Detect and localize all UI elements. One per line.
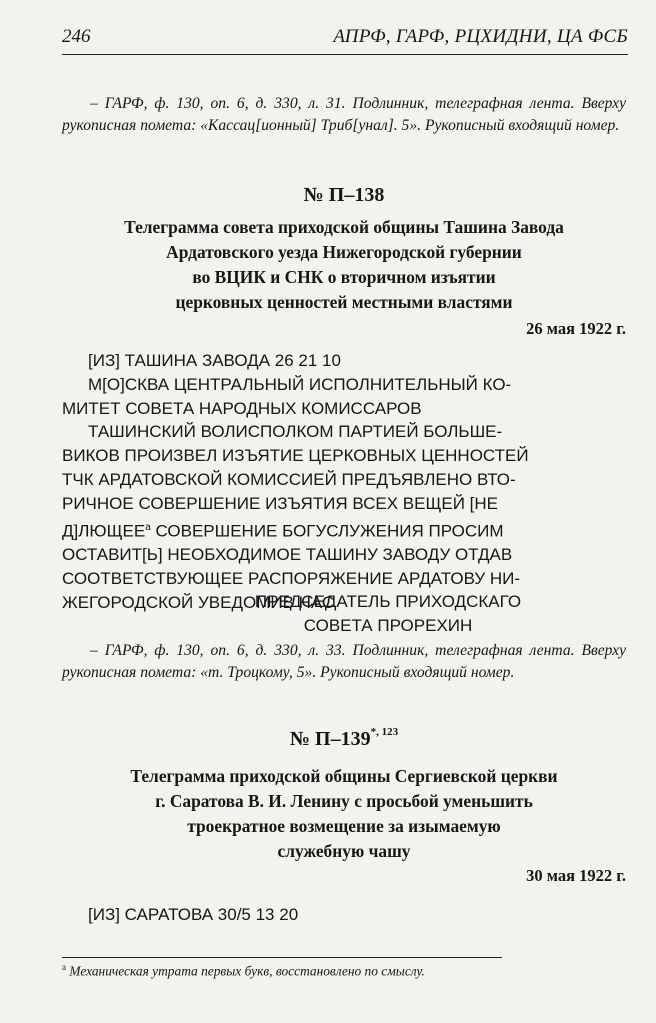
footnote-text: Механическая утрата первых букв, восстановлено по смыслу. (69, 963, 425, 979)
telegram-line: СООТВЕТСТВУЮЩЕЕ РАСПОРЯЖЕНИЕ АРДАТОВУ НИ- (62, 568, 521, 588)
telegram-line: МИТЕТ СОВЕТА НАРОДНЫХ КОМИССАРОВ (62, 398, 422, 418)
footnote-marker: а (62, 962, 66, 972)
telegram-line: ЖЕГОРОДСКОЙ УВЕДОМИВ НАС (62, 592, 335, 612)
telegram-line: М[О]СКВА ЦЕНТРАЛЬНЫЙ ИСПОЛНИТЕЛЬНЫЙ КО- (88, 374, 512, 394)
page-number: 246 (62, 26, 91, 47)
title-line: Телеграмма приходской общины Сергиевской церкви (130, 766, 558, 786)
document-date-138: 26 мая 1922 г. (526, 319, 626, 338)
document-number-notes: *, 123 (370, 726, 399, 738)
telegram-fragment: Д]ЛЮЩЕЕ (62, 521, 146, 541)
telegram-line: [ИЗ] САРАТОВА 30/5 13 20 (88, 905, 299, 924)
signature-line: СОВЕТА ПРОРЕХИН (303, 615, 473, 635)
signature-138 (180, 590, 596, 638)
telegram-line: ВИКОВ ПРОИЗВЕЛ ИЗЪЯТИЕ ЦЕРКОВНЫХ ЦЕННОСТЕЙ (62, 446, 529, 466)
footnote-divider (62, 957, 502, 958)
document-title-139 (62, 764, 626, 864)
document-date-139: 30 мая 1922 г. (526, 866, 626, 885)
title-line: Телеграмма совета приходской общины Ташина Завода (124, 217, 564, 237)
telegram-text-138 (62, 349, 626, 614)
telegram-line: ТАШИНСКИЙ ВОЛИСПОЛКОМ ПАРТИЕЙ БОЛЬШЕ- (88, 422, 503, 442)
title-line: г. Саратова В. И. Ленину с просьбой уменьшить (155, 791, 533, 811)
page-header (62, 22, 628, 55)
title-line: церковных ценностей местными властями (175, 292, 513, 312)
signature-line: ПРЕДСЕДАТЕЛЬ ПРИХОДСКАГО (254, 592, 522, 611)
footnote (62, 962, 626, 979)
telegram-text-139 (62, 903, 626, 927)
title-line: троекратное возмещение за изымаемую (187, 816, 501, 836)
telegram-line-with-footnote (62, 516, 626, 543)
document-number-text: № П–139 (289, 728, 371, 750)
telegram-line: РИЧНОЕ СОВЕРШЕНИЕ ИЗЪЯТИЯ ВСЕХ ВЕЩЕЙ [НЕ (62, 493, 499, 513)
archival-source-2: – ГАРФ, ф. 130, оп. 6, д. 330, л. 33. Подлинник, телеграфная лента. Вверху рукописная помета: «т. Троцкому, 5». Рукописный входящий номер. (62, 642, 626, 681)
telegram-line: ТЧК АРДАТОВСКОЙ КОМИССИЕЙ ПРЕДЪЯВЛЕНО ВТО- (62, 469, 516, 489)
document-number-138: № П–138 (303, 184, 385, 206)
title-line: Ардатовского уезда Нижегородской губернии (166, 242, 522, 262)
title-line: во ВЦИК и СНК о вторичном изъятии (192, 267, 496, 287)
document-title-138 (62, 215, 626, 315)
document-number-139 (62, 728, 626, 751)
telegram-line: [ИЗ] ТАШИНА ЗАВОДА 26 21 10 (88, 351, 341, 370)
running-title: АПРФ, ГАРФ, РЦХИДНИ, ЦА ФСБ (333, 26, 628, 47)
telegram-fragment: СОВЕРШЕНИЕ БОГУСЛУЖЕНИЯ ПРОСИМ (155, 521, 504, 541)
footnote-ref: а (145, 521, 151, 533)
archival-source-1: – ГАРФ, ф. 130, оп. 6, д. 330, л. 31. Подлинник, телеграфная лента. Вверху рукописная помета: «Кассац[ионный] Триб[унал]. 5». Рукописный входящий номер. (62, 95, 626, 134)
telegram-line: ОСТАВИТ[Ь] НЕОБХОДИМОЕ ТАШИНУ ЗАВОДУ ОТДАВ (62, 545, 513, 565)
title-line: служебную чашу (277, 841, 411, 861)
